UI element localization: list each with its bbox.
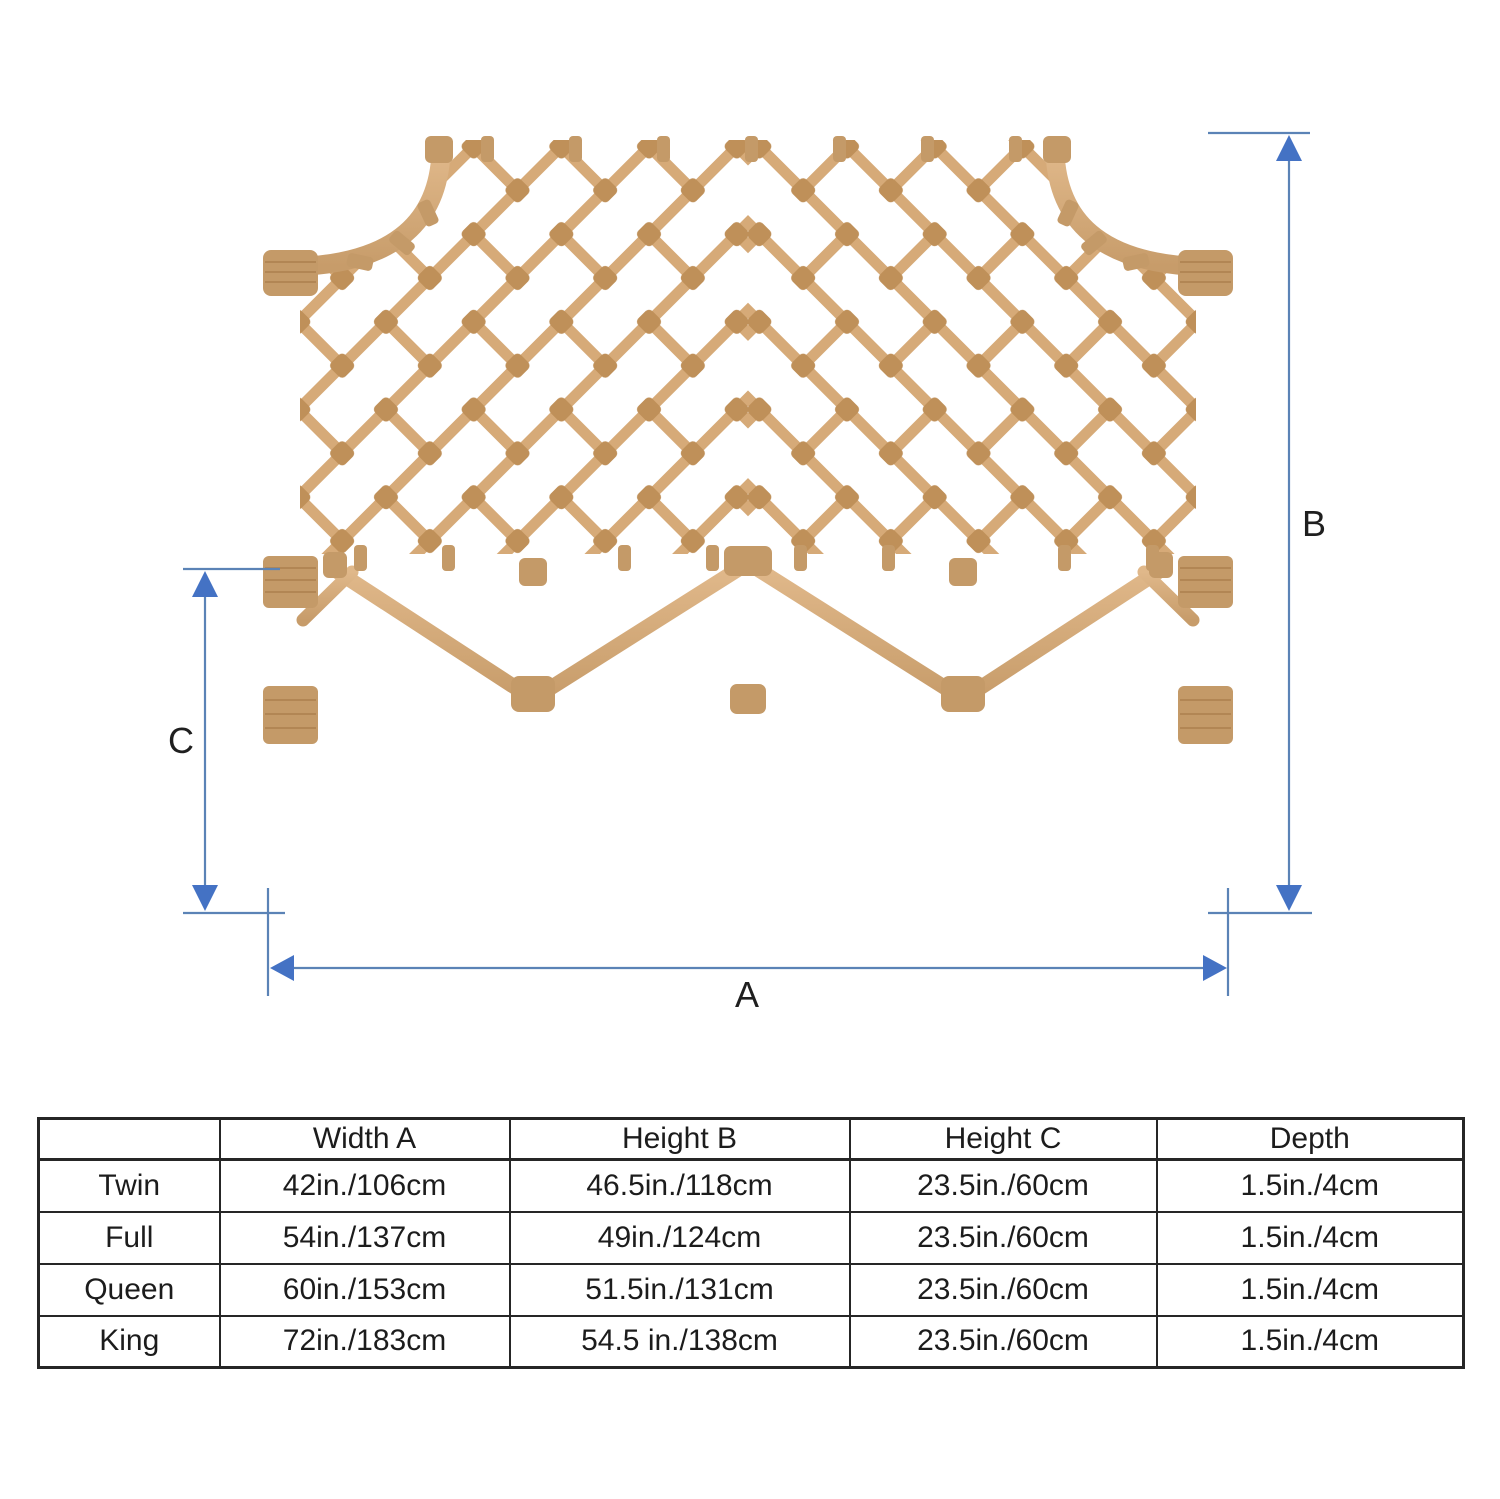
header-height-b: Height B <box>510 1119 850 1160</box>
cell-height-b: 51.5in./131cm <box>510 1264 850 1316</box>
table-row-queen <box>39 1264 1464 1316</box>
cell-height-c: 23.5in./60cm <box>850 1316 1157 1368</box>
cell-width: 72in./183cm <box>220 1316 510 1368</box>
cell-width: 42in./106cm <box>220 1160 510 1212</box>
dim-label-c: C <box>168 720 194 761</box>
cell-size: Twin <box>39 1160 220 1212</box>
cell-size: King <box>39 1316 220 1368</box>
arrow-a-left <box>270 955 294 981</box>
cell-height-b: 54.5 in./138cm <box>510 1316 850 1368</box>
cell-height-c: 23.5in./60cm <box>850 1212 1157 1264</box>
arrow-a-right <box>1203 955 1227 981</box>
size-table-header-row <box>39 1119 1464 1160</box>
header-height-c: Height C <box>850 1119 1157 1160</box>
arrow-c-bottom <box>192 885 218 911</box>
dim-label-a: A <box>734 974 760 1015</box>
cell-size: Queen <box>39 1264 220 1316</box>
cell-depth: 1.5in./4cm <box>1157 1160 1464 1212</box>
lattice-panel <box>260 120 1236 570</box>
dim-label-b: B <box>1301 503 1327 544</box>
cell-height-c: 23.5in./60cm <box>850 1264 1157 1316</box>
arrow-c-top <box>192 571 218 597</box>
header-size <box>39 1119 220 1160</box>
arrow-b-bottom <box>1276 885 1302 911</box>
cell-height-c: 23.5in./60cm <box>850 1160 1157 1212</box>
header-width-a: Width A <box>220 1119 510 1160</box>
cell-height-b: 46.5in./118cm <box>510 1160 850 1212</box>
table-row-king <box>39 1316 1464 1368</box>
cell-width: 60in./153cm <box>220 1264 510 1316</box>
cell-depth: 1.5in./4cm <box>1157 1212 1464 1264</box>
header-depth: Depth <box>1157 1119 1464 1160</box>
table-row-full <box>39 1212 1464 1264</box>
cell-width: 54in./137cm <box>220 1212 510 1264</box>
cell-height-b: 49in./124cm <box>510 1212 850 1264</box>
table-row-twin <box>39 1160 1464 1212</box>
cell-depth: 1.5in./4cm <box>1157 1264 1464 1316</box>
cell-size: Full <box>39 1212 220 1264</box>
cell-depth: 1.5in./4cm <box>1157 1316 1464 1368</box>
size-table <box>37 1117 1465 1369</box>
arrow-b-top <box>1276 135 1302 161</box>
